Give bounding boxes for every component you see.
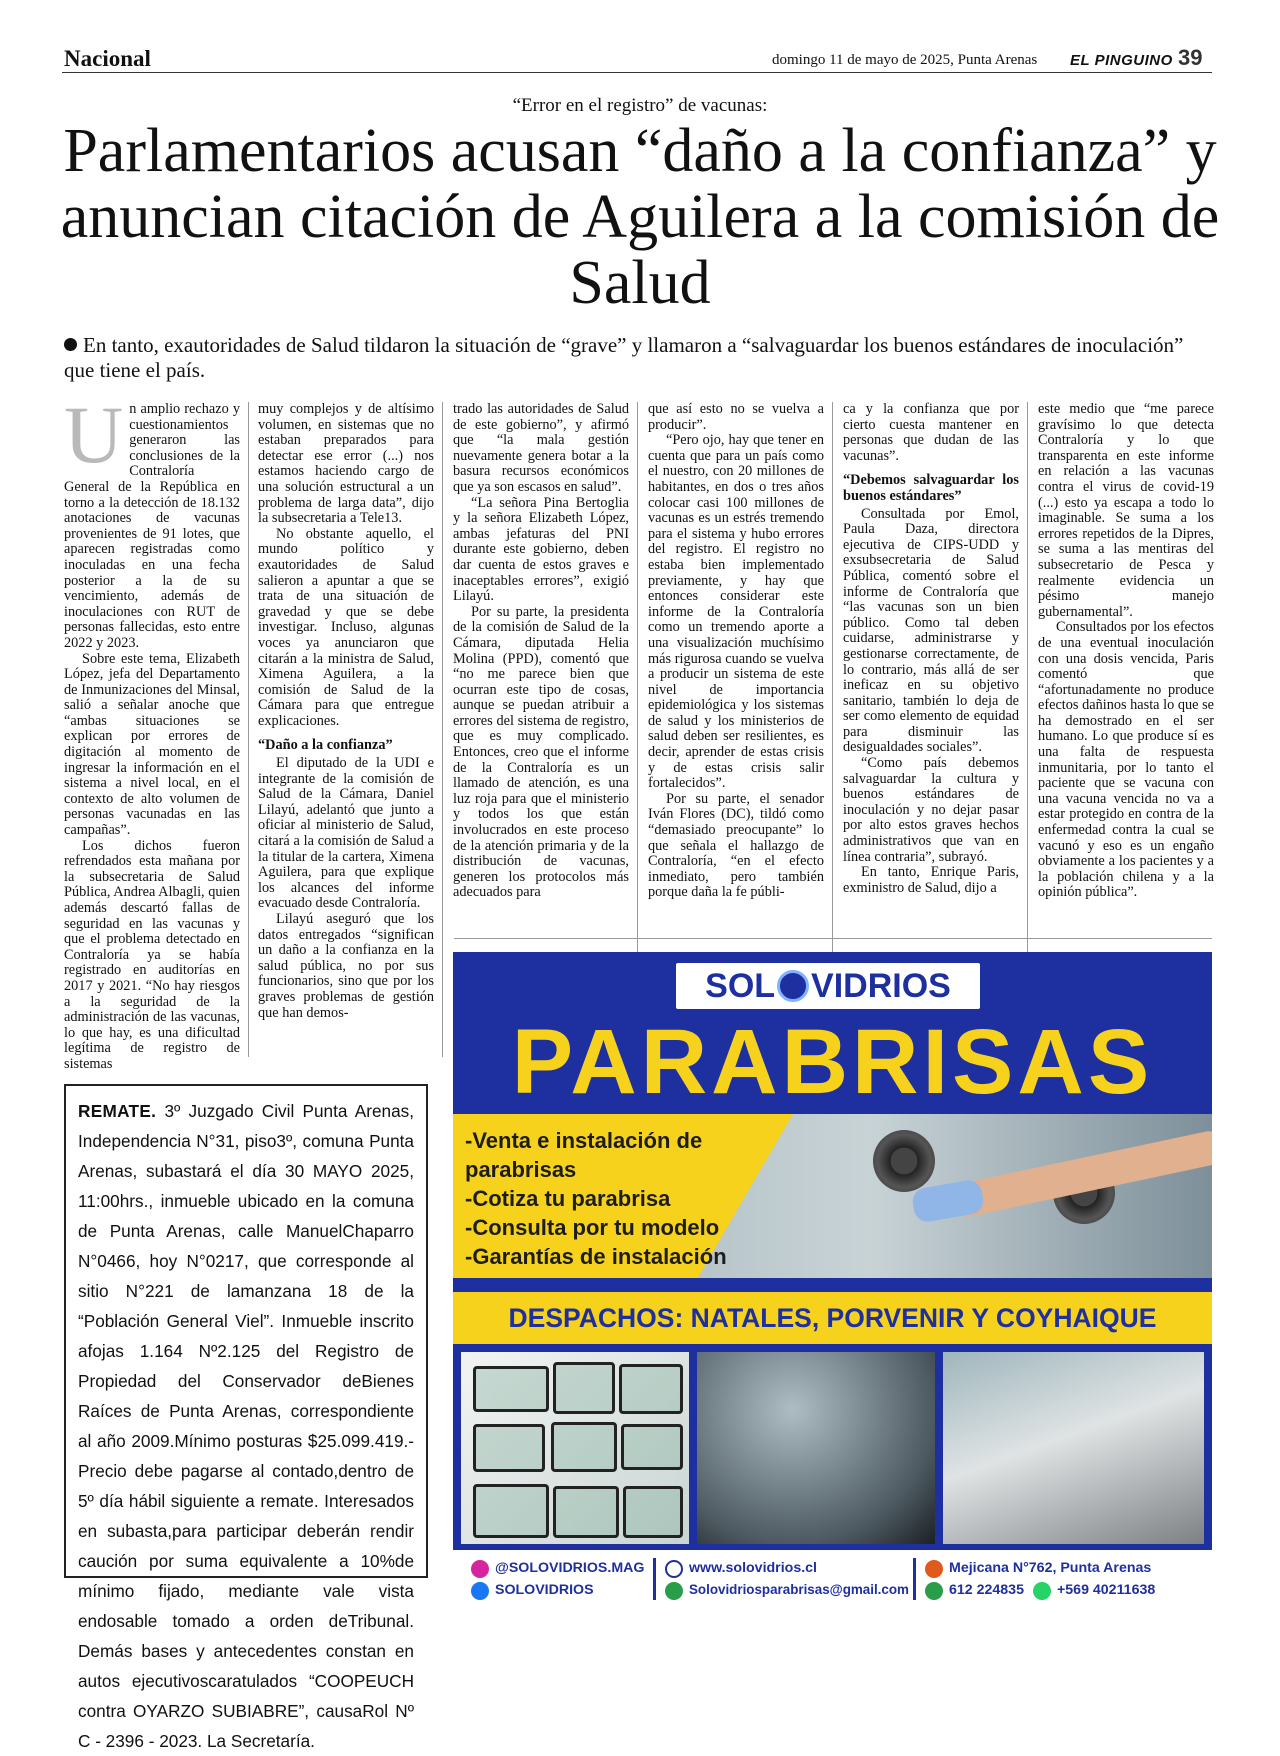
email-icon bbox=[665, 1582, 683, 1600]
paragraph: Sobre este tema, Elizabeth López, jefa del Departamento de Inmunizaciones del Minsal, salió a señalar anoche que “ambas situaciones se explican por errores de digitación al momento de ingresar la información en el sistema a nivel local, en el contexto de alto volumen de personas vacunadas en las campañas”. bbox=[64, 650, 240, 839]
glass-piece bbox=[473, 1484, 549, 1538]
paragraph: El diputado de la UDI e integrante de la comisión de Salud de la Cámara, Daniel Lilayú, adelantó que junto a oficiar al ministerio de Salud, citará a la comisión de Salud a la titular de la cartera, Ximena Aguilera, para que explique los alcances del informe evacuado desde Contraloría. bbox=[258, 755, 434, 912]
article-headline: Parlamentarios acusan “daño a la confianza” y anuncian citación de Aguilera a la comisión de Salud bbox=[60, 117, 1220, 317]
facebook-icon bbox=[471, 1582, 489, 1600]
globe-icon bbox=[777, 970, 809, 1002]
remate-label: REMATE. bbox=[78, 1101, 157, 1121]
section-heading: “Debemos salvaguardar los buenos estándares” bbox=[843, 472, 1019, 504]
bullet-icon bbox=[64, 338, 77, 351]
service-item: -Venta e instalación de bbox=[465, 1128, 703, 1153]
paragraph: este medio que “me parece gravísimo lo que detecta Contraloría y lo que transparenta en este informe en relación a las vacunas contra el virus de covid-19 (...) esto ya escapa a todo lo imaginable. Se suma a los errores repetidos de la Dipres, se suma a las mentiras del subsecretario de Pesca y realmente evidencia un pésimo manejo gubernamental”. bbox=[1038, 401, 1214, 620]
solovidrios-logo bbox=[675, 962, 981, 1010]
paragraph: Los dichos fueron refrendados esta mañana por la subsecretaria de Salud Pública, Andrea Albagli, quien además descartó fallas de seguridad en las vacunas y que el problema detectado en Contraloría ya se había registrado en auditorías en 2017 y 2021. “No hay riesgos a la seguridad de la administración de las vacunas, lo que hay, es una dificultad legítima de registro de sistemas bbox=[64, 837, 240, 1072]
paragraph: muy complejos y de altísimo volumen, en sistemas que no estaban preparados para detectar ese error (...) nos estamos haciendo cargo de una solución estructural a un problema de larga data”, dijo la subsecretaria a Tele13. bbox=[258, 401, 434, 527]
column-divider bbox=[248, 402, 249, 1057]
paragraph: n amplio rechazo y cuestionamientos generaron las conclusiones de la Contraloría General de la República en torno a la detección de 18.132 anotaciones de vacunas provenientes de 91 lotes, que aparecen registradas como inoculadas en una fecha posterior a la de su vencimiento, además de inoculaciones con RUT de personas fallecidas, esto entre 2022 y 2023. bbox=[64, 401, 240, 651]
paragraph: En tanto, Enrique Paris, exministro de Salud, dijo a bbox=[843, 864, 1019, 896]
article-column-1 bbox=[64, 389, 240, 1073]
paragraph: Consultados por los efectos de una eventual inoculación con una dosis vencida, Paris comentó que “afortunadamente no produce efectos dañinos hasta lo que se ha demostrado en el ser humano. Lo que produce sí es una falta de respuesta inmunitaria, por lo tanto el paciente que se vacuna con una vacuna vencida no va a estar protegido en contra de la enfermedad contra la cual se vacunó y eso es un engaño obviamente a los pacientes y a la población chilena y a la opinión pública”. bbox=[1038, 619, 1214, 901]
paragraph: que así esto no se vuelva a producir”. bbox=[648, 401, 824, 433]
dateline: domingo 11 de mayo de 2025, Punta Arenas bbox=[772, 52, 1038, 68]
article-subhead bbox=[64, 333, 1214, 383]
paragraph: Por su parte, la presidenta de la comisión de Salud de la Cámara, diputada Helia Molina (PPD), comentó que “no me parece bien que ocurran este tipo de cosas, aunque se puedan atribuir a errores del sistema de registro, que es muy complicado. Entonces, creo que el informe de la Contraloría es un llamado de atención, es una luz roja para que el ministerio y todos los que están involucrados en este proceso de la atención primaria y de la distribución de vacunas, generen los protocolos más adecuados para bbox=[453, 603, 629, 901]
ad-contact-footer bbox=[453, 1550, 1212, 1607]
footer-divider bbox=[653, 1558, 656, 1600]
article-kicker: “Error en el registro” de vacunas: bbox=[512, 95, 768, 116]
paragraph: No obstante aquello, el mundo político y exautoridades de Salud salieron a apuntar a que se trata de una situación de gravedad y que se debe investigar. Incluso, algunas voces ya anunciaron que citarán a la ministra de Salud, Ximena Aguilera, a la comisión de Salud de la Cámara para que entregue explicaciones. bbox=[258, 525, 434, 729]
service-item: -Consulta por tu modelo bbox=[465, 1215, 720, 1240]
footer-divider bbox=[913, 1558, 916, 1600]
whatsapp-icon bbox=[1033, 1582, 1051, 1600]
ad-service-list bbox=[465, 1126, 727, 1271]
service-item: -Garantías de instalación bbox=[465, 1244, 727, 1269]
paragraph: Por su parte, el senador Iván Flores (DC), tildó como “demasiado preocupante” lo que señala el hallazgo de Contraloría, “en el efecto inmediato, pero también porque daña la fe públi- bbox=[648, 790, 824, 901]
whatsapp-number: +569 40211638 bbox=[1057, 1582, 1156, 1598]
logo-text-right: VIDRIOS bbox=[811, 967, 951, 1005]
paragraph: “La señora Pina Bertoglia y la señora Elizabeth López, ambas jefaturas del PNI durante este gobierno, deben dar cuenta de estos graves e inaceptables errores”, exigió Lilayú. bbox=[453, 494, 629, 605]
service-item: parabrisas bbox=[465, 1157, 577, 1182]
solovidrios-advertisement bbox=[453, 952, 1212, 1607]
ad-title: PARABRISAS bbox=[511, 1011, 1154, 1113]
glass-piece bbox=[473, 1424, 545, 1472]
glass-piece bbox=[551, 1422, 617, 1472]
header-divider bbox=[62, 72, 1212, 73]
glass-piece bbox=[473, 1366, 549, 1412]
article-column-5 bbox=[843, 402, 1019, 896]
facebook-handle: SOLOVIDRIOS bbox=[495, 1582, 594, 1598]
rainy-windshield-photo bbox=[697, 1352, 935, 1544]
subhead-text: En tanto, exautoridades de Salud tildaron la situación de “grave” y llamaron a “salvaguardar los buenos estándares de inoculación” que tiene el país. bbox=[64, 333, 1184, 382]
glass-piece bbox=[623, 1486, 683, 1538]
service-item: -Cotiza tu parabrisa bbox=[465, 1186, 671, 1211]
remate-notice bbox=[64, 1084, 428, 1751]
glass-piece bbox=[553, 1486, 619, 1538]
windshield-fitting-photo bbox=[943, 1352, 1204, 1544]
remate-body: 3º Juzgado Civil Punta Arenas, Independencia N°31, piso3º, comuna Punta Arenas, subastará el día 30 MAYO 2025, 11:00hrs., inmueble ubicado en la comuna de Punta Arenas, calle ManuelChaparro N°0466, hoy N°0217, que corresponde al sitio N°221 de lamanzana 18 de la “Población General Viel”. Inmueble inscrito afojas 1.164 Nº2.125 del Registro de Propiedad del Conservador deBienes Raíces de Punta Arenas, correspondiente al año 2009.Mínimo posturas $25.099.419.- Precio debe pagarse al contado,dentro de 5º día hábil siguiente a remate. Interesados en subasta,para participar deberán rendir caución por suma equivalente a 10%de mínimo fijado, mediante vale vista endosable tomado a orden deTribunal. Demás bases y antecedentes constan en autos ejecutivoscaratulados “COOPEUCH contra OYARZO SUBIABRE”, causaRol Nº C - 2396 - 2023. La Secretaría. bbox=[78, 1101, 414, 1751]
paragraph: ca y la confianza que por cierto cuesta mantener en personas que dudan de las vacunas”. bbox=[843, 401, 1019, 464]
paragraph: Consultada por Emol, Paula Daza, directora ejecutiva de CIPS-UDD y exsubsecretaria de Salud Pública, comentó sobre el informe de Contraloría que “las vacunas son un bien público. Como tal deben cuidarse, administrarse y gestionarse correctamente, de lo contrario, más allá de ser ineficaz en su objetivo sanitario, también lo deja de ser como elemento de equidad para disminuir las desigualdades sociales”. bbox=[843, 505, 1019, 756]
logo-text-left: SOL bbox=[705, 967, 776, 1005]
paragraph: “Como país debemos salvaguardar la cultura y buenos estándares de inoculación y no dejar pasar por alto estos graves hechos administrativos que van en línea contraria”, subrayó. bbox=[843, 755, 1019, 865]
phone-icon bbox=[925, 1582, 943, 1600]
ad-divider bbox=[454, 938, 1212, 939]
paragraph: “Pero ojo, hay que tener en cuenta que para un país como el nuestro, con 20 millones de habitantes, en dos o tres años colocar casi 100 millones de vacunas es un estrés tremendo para el sistema y hubo errores del registro. El registro no estaba bien implementado previamente, y hay que entonces considerar este informe de la Contraloría como un tremendo aporte a una visualización muchísimo más rigurosa cuando se vuelva a producir un sistema de este nivel de importancia epidemiológica y los sistemas de salud y los ministerios de salud deben ser resilientes, es decir, aprender de estas crisis y de estas crisis salir fortalecidos”. bbox=[648, 432, 824, 792]
glass-catalog-photo bbox=[461, 1352, 689, 1544]
glass-piece bbox=[553, 1362, 615, 1414]
store-address: Mejicana N°762, Punta Arenas bbox=[949, 1560, 1152, 1576]
article-column-3 bbox=[453, 402, 629, 901]
glass-piece bbox=[621, 1424, 683, 1470]
article-column-4 bbox=[648, 402, 824, 901]
section-name: Nacional bbox=[64, 46, 151, 71]
phone-number: 612 224835 bbox=[949, 1582, 1024, 1598]
paragraph: trado las autoridades de Salud de este gobierno”, y afirmó que “la mala gestión nuevamente genera botar a la basura recursos económicos que ya son escasos en salud”. bbox=[453, 401, 629, 495]
email-address: Solovidriosparabrisas@gmail.com bbox=[689, 1582, 909, 1597]
section-heading: “Daño a la confianza” bbox=[258, 737, 393, 754]
drop-cap: U bbox=[64, 389, 124, 480]
newspaper-brand: EL PINGUINO bbox=[1070, 52, 1173, 69]
paragraph: Lilayú aseguró que los datos entregados “significan un daño a la confianza en la salud pública, no por sus funcionarios, sino que por los graves problemas de gestión que han demos- bbox=[258, 911, 434, 1021]
page-number: 39 bbox=[1178, 45, 1203, 70]
location-pin-icon bbox=[925, 1560, 943, 1578]
globe-icon bbox=[665, 1560, 683, 1578]
instagram-handle: @SOLOVIDRIOS.MAG bbox=[495, 1560, 645, 1576]
article-column-2 bbox=[258, 402, 434, 1021]
ad-photo-strip bbox=[461, 1352, 1204, 1544]
suction-cup-icon bbox=[873, 1130, 935, 1192]
article-column-6 bbox=[1038, 402, 1214, 901]
website-link: www.solovidrios.cl bbox=[689, 1560, 817, 1576]
ad-despachos-banner: DESPACHOS: NATALES, PORVENIR Y COYHAIQUE bbox=[453, 1292, 1212, 1344]
instagram-icon bbox=[471, 1560, 489, 1578]
glass-piece bbox=[619, 1364, 683, 1414]
column-divider bbox=[442, 402, 443, 1057]
